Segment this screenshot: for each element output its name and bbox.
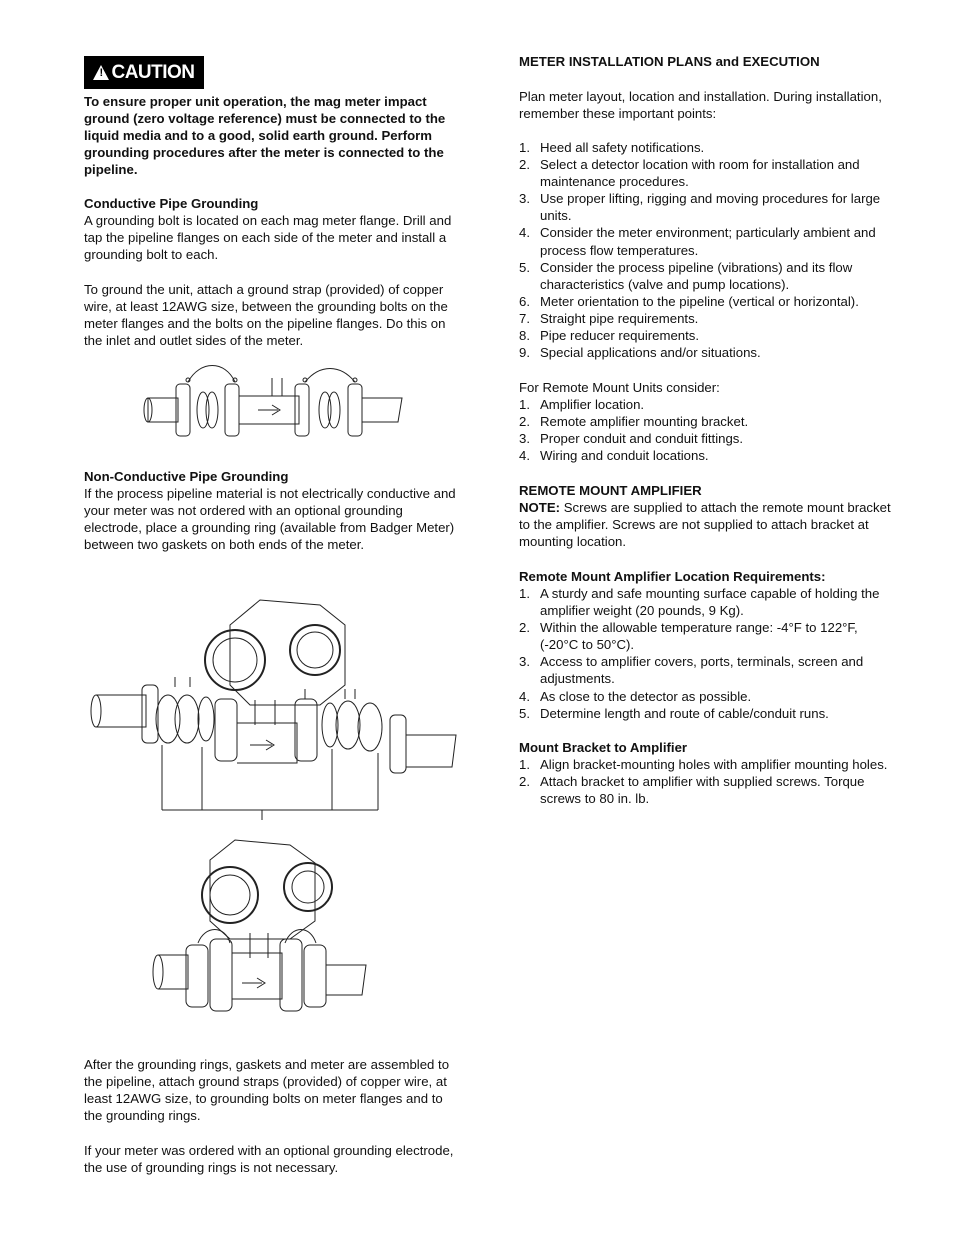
note-text: Screws are supplied to attach the remote mount bracket to the amplifier. Screws are not supplied to attach bracket at mounting location.: [519, 500, 891, 550]
bracket-item: [519, 756, 889, 773]
bracket-list: [519, 756, 889, 807]
list-number: 8.: [519, 328, 530, 344]
list-number: 2.: [519, 157, 530, 173]
list-text: Pipe reducer requirements.: [540, 328, 700, 344]
list-number: 4.: [519, 225, 530, 241]
list-number: 3.: [519, 431, 530, 447]
list-number: 9.: [519, 345, 530, 361]
remote-item: [519, 413, 899, 430]
list-text: Consider the process pipeline (vibrations) and its flow characteristics (valve and pump locations).: [540, 259, 853, 292]
list-text: Consider the meter environment; particularly ambient and process flow temperatures.: [540, 225, 876, 258]
list-number: 5.: [519, 705, 530, 721]
conductive-paragraph-2: To ground the unit, attach a ground strap (provided) of copper wire, at least 12AWG size, between the grounding bolts on the meter flanges and the bolts on the pipeline flanges. Do this on the inlet and outlet sides of the meter.: [84, 282, 448, 349]
caution-label: CAUTION: [111, 61, 195, 83]
list-text: As close to the detector as possible.: [540, 688, 752, 704]
list-number: 4.: [519, 688, 530, 704]
list-text: Meter orientation to the pipeline (vertical or horizontal).: [540, 293, 859, 309]
amplifier-heading: REMOTE MOUNT AMPLIFIER: [519, 483, 702, 498]
list-text: Select a detector location with room for installation and maintenance procedures.: [540, 157, 860, 190]
list-number: 3.: [519, 654, 530, 670]
list-number: 2.: [519, 620, 530, 636]
note-paragraph: [519, 499, 899, 550]
after-paragraph-2: If your meter was ordered with an optional grounding electrode, the use of grounding rings is not necessary.: [84, 1143, 454, 1176]
plans-item: [519, 224, 904, 258]
location-item: [519, 705, 889, 722]
conductive-heading: Conductive Pipe Grounding: [84, 196, 259, 211]
bracket-item: [519, 773, 889, 807]
list-number: 7.: [519, 310, 530, 326]
nonconductive-heading: Non-Conductive Pipe Grounding: [84, 469, 289, 484]
location-item: [519, 653, 889, 687]
list-number: 2.: [519, 414, 530, 430]
plans-item: [519, 139, 904, 156]
after-paragraph-1: After the grounding rings, gaskets and meter are assembled to the pipeline, attach ground straps (provided) of copper wire, at least 12AWG size, to grounding bolts on meter flanges and to the grounding rings.: [84, 1057, 450, 1124]
location-heading: Remote Mount Amplifier Location Requirements:: [519, 569, 826, 584]
list-text: Use proper lifting, rigging and moving procedures for large units.: [540, 191, 881, 224]
list-number: 5.: [519, 259, 530, 275]
plans-heading: METER INSTALLATION PLANS and EXECUTION: [519, 54, 820, 69]
list-text: Amplifier location.: [540, 397, 645, 412]
plans-item: [519, 259, 904, 293]
plans-item: [519, 156, 904, 190]
remote-list: [519, 396, 899, 464]
list-text: Heed all safety notifications.: [540, 140, 705, 155]
plans-item: [519, 190, 904, 224]
conductive-grounding-figure: [140, 360, 420, 460]
list-number: 1.: [519, 140, 530, 155]
list-number: 6.: [519, 293, 530, 309]
note-label: NOTE:: [519, 500, 561, 515]
assembled-meter-figure: [150, 835, 390, 1045]
list-number: 3.: [519, 191, 530, 207]
list-text: Wiring and conduit locations.: [540, 448, 709, 464]
list-text: Attach bracket to amplifier with supplied screws. Torque screws to 80 in. lb.: [540, 774, 865, 807]
location-item: [519, 688, 889, 705]
grounding-rings-figure: [90, 595, 460, 825]
location-item: [519, 619, 889, 653]
plans-item: [519, 327, 904, 344]
caution-text: To ensure proper unit operation, the mag meter impact ground (zero voltage reference) must be connected to the liquid media and to a good, solid earth ground. Perform grounding procedures after the meter is connected to the pipeline.: [84, 94, 446, 178]
list-text: Straight pipe requirements.: [540, 310, 699, 326]
list-number: 4.: [519, 448, 530, 464]
conductive-paragraph-1: A grounding bolt is located on each mag meter flange. Drill and tap the pipeline flanges on each side of the meter and install a grounding bolt to each.: [84, 213, 452, 263]
remote-intro: For Remote Mount Units consider:: [519, 380, 720, 395]
remote-item: [519, 430, 899, 447]
plans-item: [519, 310, 904, 327]
list-text: Align bracket-mounting holes with amplifier mounting holes.: [540, 757, 888, 772]
list-text: Special applications and/or situations.: [540, 345, 761, 361]
plans-list: [519, 139, 904, 361]
plans-item: [519, 293, 904, 310]
list-number: 2.: [519, 774, 530, 790]
location-item: [519, 585, 889, 619]
plans-item: [519, 344, 904, 361]
caution-badge: [84, 56, 204, 89]
list-text: Access to amplifier covers, ports, terminals, screen and adjustments.: [540, 654, 864, 687]
list-text: Within the allowable temperature range: -4°F to 122°F, (-20°C to 50°C).: [540, 620, 858, 653]
plans-intro: Plan meter layout, location and installation. During installation, remember these important points:: [519, 89, 882, 122]
nonconductive-paragraph: If the process pipeline material is not electrically conductive and your meter was not ordered with an optional grounding electrode, place a grounding ring (available from Badger Meter) between two gaskets on both ends of the meter.: [84, 486, 456, 553]
list-number: 1.: [519, 757, 530, 772]
list-number: 1.: [519, 397, 530, 412]
list-text: A sturdy and safe mounting surface capable of holding the amplifier weight (20 pounds, 9 Kg).: [540, 586, 880, 619]
list-text: Remote amplifier mounting bracket.: [540, 414, 749, 430]
list-text: Proper conduit and conduit fittings.: [540, 431, 744, 447]
bracket-heading: Mount Bracket to Amplifier: [519, 740, 688, 755]
list-number: 1.: [519, 586, 530, 601]
list-text: Determine length and route of cable/conduit runs.: [540, 705, 829, 721]
remote-item: [519, 447, 899, 464]
remote-item: [519, 396, 899, 413]
location-list: [519, 585, 889, 722]
warning-icon: !: [93, 65, 109, 80]
